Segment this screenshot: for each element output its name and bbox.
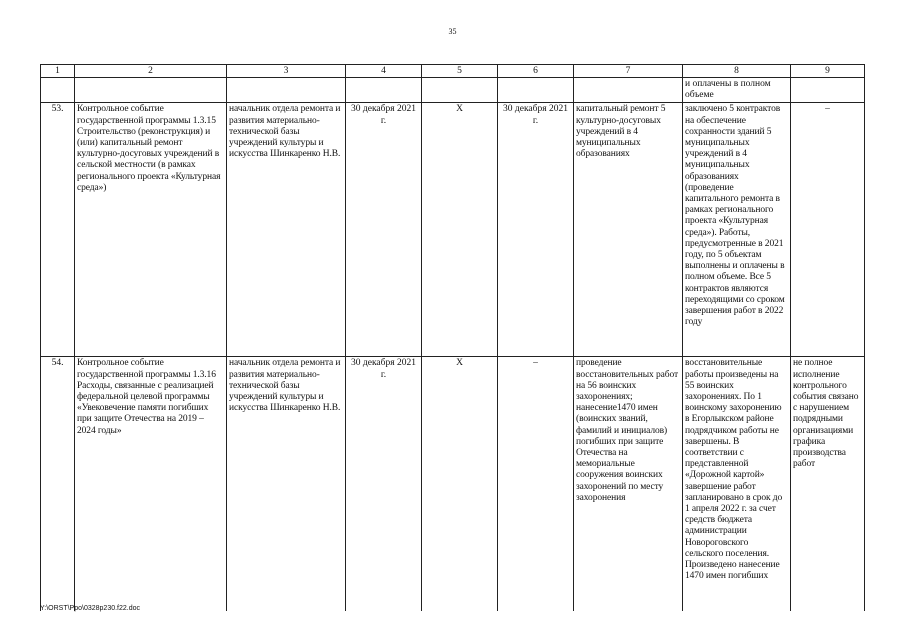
planned-result: капитальный ремонт 5 культурно-досуговых учреждений в 4 муниципальных образованиях <box>574 103 683 357</box>
continuation-row <box>41 78 865 103</box>
row-number: 54. <box>41 357 75 612</box>
table-row <box>41 357 865 612</box>
responsible-person: начальник отдела ремонта и развития материально-технической базы учреждений культуры и искусства Шинкаренко Н.В. <box>227 357 346 612</box>
column-number: 6 <box>498 65 574 78</box>
deviation-reasons: – <box>791 103 865 357</box>
column-number-row <box>41 65 865 78</box>
actual-date: – <box>498 357 574 612</box>
responsible-person: начальник отдела ремонта и развития материально-технической базы учреждений культуры и искусства Шинкаренко Н.В. <box>227 103 346 357</box>
column-number: 9 <box>791 65 865 78</box>
column-number: 7 <box>574 65 683 78</box>
actual-result: заключено 5 контрактов на обеспечение сохранности зданий 5 муниципальных учреждений в 4 муниципальных образованиях (проведение капитального ремонта в рамках регионального проекта «Культурная среда»). Работы, предусмотренные в 2021 году, по 5 объектам выполнены и оплачены в полном объеме. Все 5 контрактов являются переходящими со сроком завершения работ в 2022 году <box>683 103 791 357</box>
planned-result: проведение восстановительных работ на 56 воинских захоронениях; нанесение1470 имен (воинских званий, фамилий и инициалов) погибших при защите Отечества на мемориальные сооружения воинских захоронений по месту захоронения <box>574 357 683 612</box>
column-5-value: Х <box>422 103 498 357</box>
report-table <box>40 64 865 611</box>
planned-date: 30 декабря 2021 г. <box>346 103 422 357</box>
column-5-value: Х <box>422 357 498 612</box>
page-number: 35 <box>448 27 457 36</box>
control-event: Контрольное событие государственной программы 1.3.16 Расходы, связанные с реализацией федеральной целевой программы «Увековечение памяти погибших при защите Отечества на 2019 – 2024 годы» <box>75 357 227 612</box>
actual-date: 30 декабря 2021 г. <box>498 103 574 357</box>
planned-date: 30 декабря 2021 г. <box>346 357 422 612</box>
deviation-reasons: не полное исполнение контрольного события связано с нарушением подрядными организациями графика производства работ <box>791 357 865 612</box>
row-number: 53. <box>41 103 75 357</box>
column-number: 8 <box>683 65 791 78</box>
column-number: 3 <box>227 65 346 78</box>
column-number: 5 <box>422 65 498 78</box>
column-number: 1 <box>41 65 75 78</box>
footer-file-path: Y:\ORST\Ppo\0328p230.f22.doc <box>40 605 141 612</box>
control-event: Контрольное событие государственной программы 1.3.15 Строительство (реконструкция) и (или) капитальный ремонт культурно-досуговых учреждений в сельской местности (в рамках регионального проекта «Культурная среда») <box>75 103 227 357</box>
actual-result: восстановительные работы произведены на 55 воинских захоронениях. По 1 воинскому захоронению в Егорлыкском районе подрядчиком работы не завершены. В соответствии с представленной «Дорожной картой» завершение работ запланировано в срок до 1 апреля 2022 г. за счет средств бюджета администрации Новороговского сельского поселения. Произведено нанесение 1470 имен погибших <box>683 357 791 612</box>
column-number: 2 <box>75 65 227 78</box>
continuation-actual-result: и оплачены в полном объеме <box>683 78 791 103</box>
table-row <box>41 103 865 357</box>
column-number: 4 <box>346 65 422 78</box>
